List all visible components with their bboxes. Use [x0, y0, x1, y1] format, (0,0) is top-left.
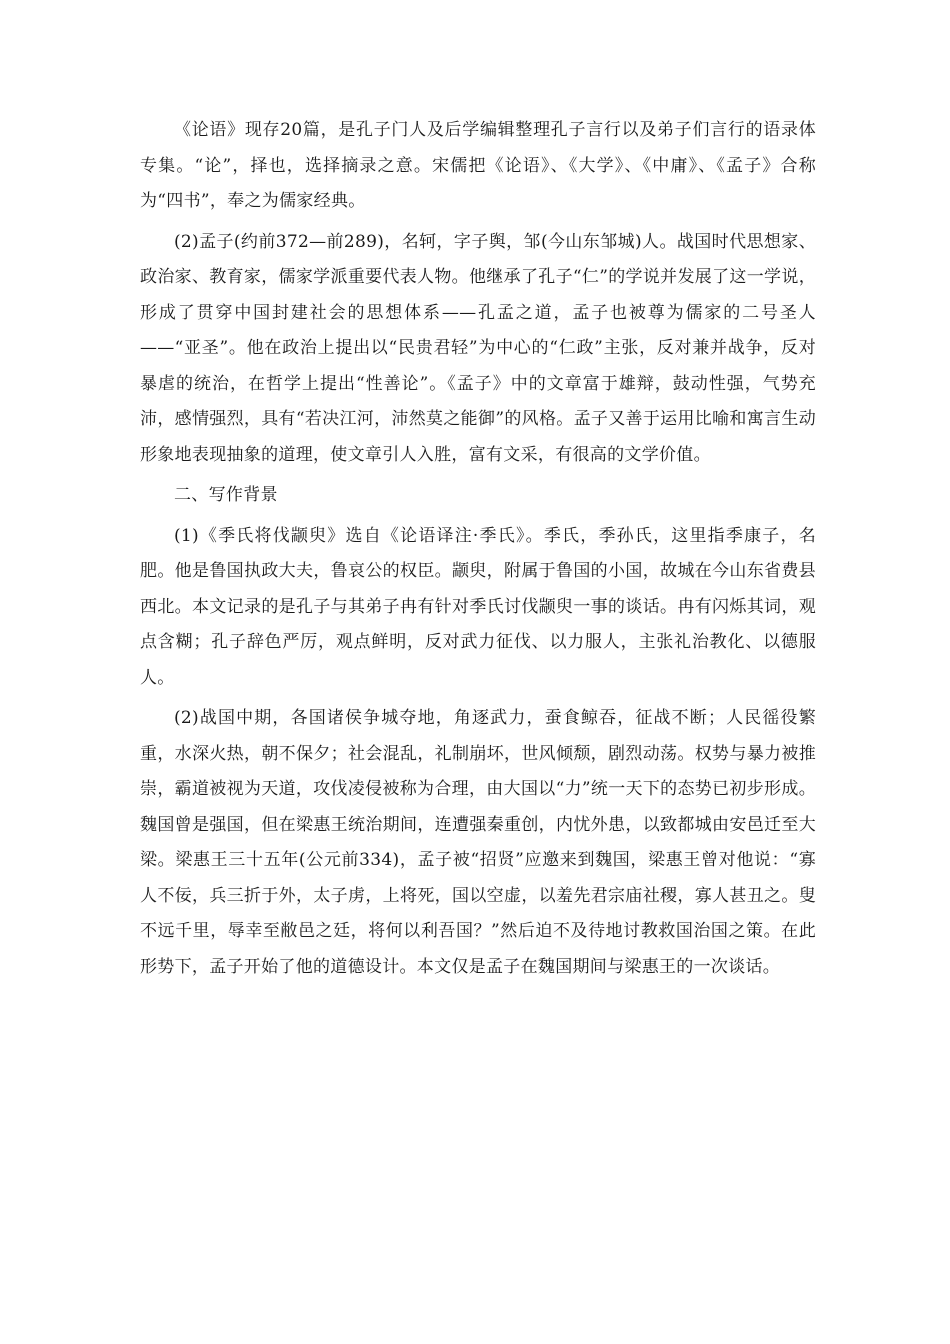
paragraph-jishi-background: (1)《季氏将伐颛臾》选自《论语译注·季氏》。季氏，季孙氏，这里指季康子，名肥。他是鲁国执政大夫，鲁哀公的权臣。颛臾，附属于鲁国的小国，故城在今山东省费县西北。本文记录的是孔子与其弟子冉有针对季氏讨伐颛臾一事的谈话。冉有闪烁其词，观点含糊；孔子辞色严厉，观点鲜明，反对武力征伐、以力服人，主张礼治教化、以德服人。: [140, 525, 816, 688]
paragraph-lunyu-intro: 《论语》现存20篇，是孔子门人及后学编辑整理孔子言行以及弟子们言行的语录体专集。“论”，择也，选择摘录之意。宋儒把《论语》、《大学》、《中庸》、《孟子》合称为“四书”，奉之为儒家经典。: [140, 120, 816, 211]
paragraph-warring-states-background: (2)战国中期，各国诸侯争城夺地，角逐武力，蚕食鲸吞，征战不断；人民徭役繁重，水深火热，朝不保夕；社会混乱，礼制崩坏，世风倾颓，剧烈动荡。权势与暴力被推崇，霸道被视为天道，攻伐凌侵被称为合理，由大国以“力”统一天下的态势已初步形成。魏国曾是强国，但在梁惠王统治期间，连遭强秦重创，内忧外患，以致都城由安邑迁至大梁。梁惠王三十五年(公元前334)，孟子被“招贤”应邀来到魏国，梁惠王曾对他说：“寡人不佞，兵三折于外，太子虏，上将死，国以空虚，以羞先君宗庙社稷，寡人甚丑之。叟不远千里，辱幸至敝邑之廷，将何以利吾国？”然后迫不及待地讨教救国治国之策。在此形势下，孟子开始了他的道德设计。本文仅是孟子在魏国期间与梁惠王的一次谈话。: [140, 708, 816, 977]
document-page: [140, 113, 816, 990]
section-heading-background: 二、写作背景: [174, 485, 278, 505]
paragraph-mencius-bio: (2)孟子(约前372—前289)，名轲，字子舆，邹(今山东邹城)人。战国时代思想家、政治家、教育家，儒家学派重要代表人物。他继承了孔子“仁”的学说并发展了这一学说，形成了贯穿中国封建社会的思想体系——孔孟之道，孟子也被尊为儒家的二号圣人——“亚圣”。他在政治上提出以“民贵君轻”为中心的“仁政”主张，反对兼并战争，反对暴虐的统治，在哲学上提出“性善论”。《孟子》中的文章富于雄辩，鼓动性强，气势充沛，感情强烈，具有“若决江河，沛然莫之能御”的风格。孟子又善于运用比喻和寓言生动形象地表现抽象的道理，使文章引人入胜，富有文采，有很高的文学价值。: [140, 231, 816, 465]
